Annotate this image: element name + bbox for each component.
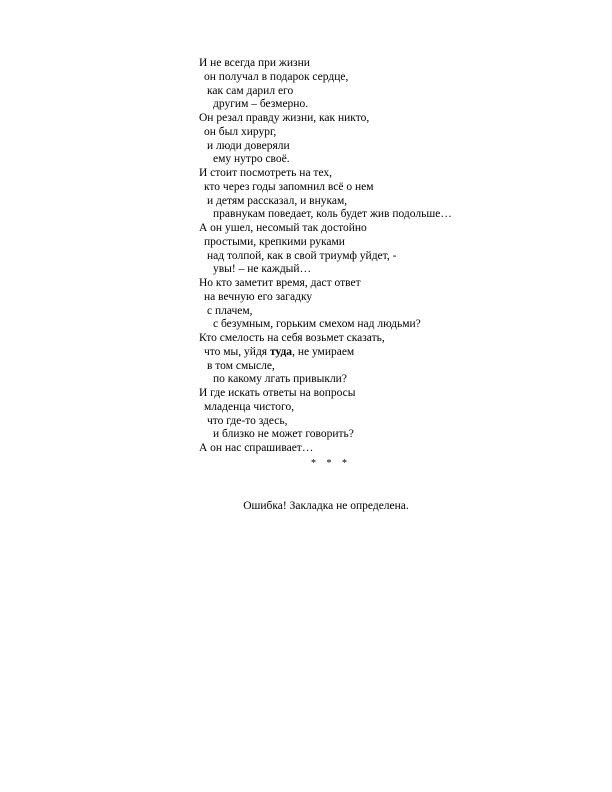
poem-line: по какому лгать привыкли? bbox=[213, 373, 347, 386]
poem-line: Он резал правду жизни, как никто, bbox=[199, 112, 370, 124]
poem-line: на вечную его загадку bbox=[204, 290, 313, 303]
poem-line: с плачем, bbox=[207, 304, 253, 317]
poem-line bbox=[199, 346, 559, 360]
section-separator: * * * bbox=[311, 458, 351, 469]
poem-line: ему нутро своё. bbox=[213, 153, 290, 166]
poem-line: А он нас спрашивает… bbox=[199, 442, 314, 454]
poem-line: простыми, крепкими руками bbox=[204, 235, 345, 248]
poem-line: и детям рассказал, и внукам, bbox=[207, 194, 348, 207]
poem-line: он получал в подарок сердце, bbox=[204, 70, 349, 83]
poem-line: младенца чистого, bbox=[204, 400, 295, 413]
poem-line: он был хирург, bbox=[204, 125, 277, 138]
poem-line: с безумным, горьким смехом над людьми? bbox=[213, 318, 421, 331]
emphasized-word: туда bbox=[269, 345, 293, 358]
poem-line: правнукам поведает, коль будет жив подольше… bbox=[213, 208, 452, 221]
poem-line: кто через годы запомнил всё о нем bbox=[204, 180, 374, 193]
poem-line: Кто смелость на себя возьмет сказать, bbox=[199, 332, 385, 344]
poem-line: И стоит посмотреть на тех, bbox=[199, 167, 333, 179]
poem-line: Но кто заметит время, даст ответ bbox=[199, 277, 361, 289]
poem-line-part: что мы, уйдя bbox=[204, 345, 270, 358]
poem-line-part: , не умираем bbox=[292, 345, 355, 358]
poem-line: А он ушел, несомый так достойно bbox=[199, 222, 367, 234]
poem-line: и близко не может говорить? bbox=[213, 428, 354, 441]
poem-line: как сам дарил его bbox=[207, 84, 294, 97]
poem-line: в том смысле, bbox=[207, 359, 275, 372]
poem-line: что где-то здесь, bbox=[207, 414, 288, 427]
bookmark-error-message: Ошибка! Закладка не определена. bbox=[243, 500, 409, 512]
poem-line: И где искать ответы на вопросы bbox=[199, 387, 356, 399]
poem-line: другим – безмерно. bbox=[213, 98, 309, 111]
poem-text bbox=[199, 57, 559, 456]
poem-line: над толпой, как в свой триумф уйдет, - bbox=[207, 249, 397, 262]
poem-line: увы! – не каждый… bbox=[213, 263, 312, 276]
poem-line: и люди доверяли bbox=[207, 139, 290, 152]
poem-line: И не всегда при жизни bbox=[199, 57, 310, 69]
